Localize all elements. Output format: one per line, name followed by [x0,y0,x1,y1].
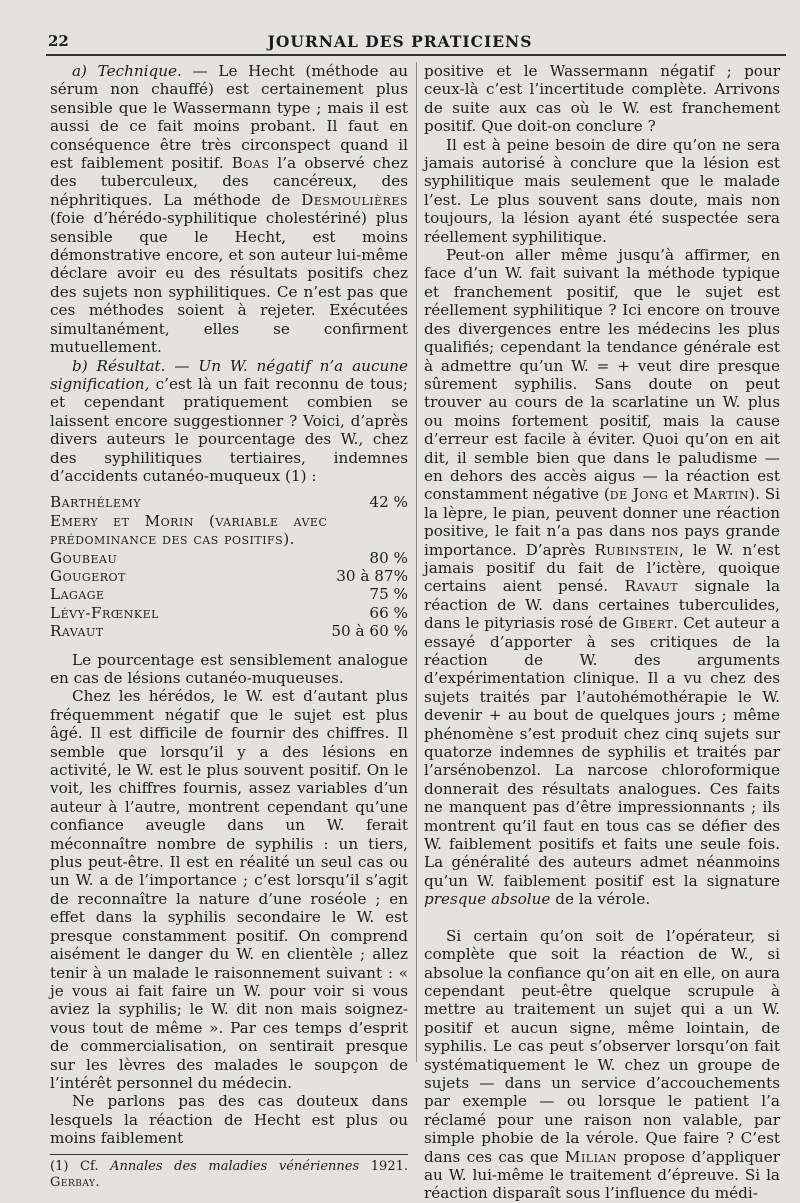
text-run: l’a observé chez des tuberculeux, des cancéreux, des néphritiques. La méthode de [50,154,408,209]
author-name: Milian [564,1147,618,1166]
paragraph-gap [424,909,780,927]
stat-row [50,493,408,511]
text-run: . Cet auteur a essayé d’apporter à ses critiques de la réaction de W. des arguments d’expérimentation clinique. Il a vu chez des sujets traités par l’autohémothérapie le W. devenir + au bout de quelques jours ; même phénomène s’est produit chez cinq sujets sur quatorze indemnes de syphilis et traités par l’arsénobenzol. La narcose chloroformique donnerait des résultats analogues. Ces faits ne manquent pas d’être impressionnants ; ils montrent qu’il faut en tous cas se défier des W. faiblement positifs et faits une seule fois. La généralité des auteurs admet néanmoins qu’un W. faiblement positif est la signature [424,614,780,890]
text-run: Si certain qu’on soit de l’opérateur, si complète que soit la réaction de W., si absolue la confiance qu’on ait en elle, on aura cependant peut-être quelque scrupule à mettre au traitement un sujet qui a un W. positif et aucun signe, même lointain, de syphilis. Le cas peut s’observer lorsqu’on fait systématiquement le W. chez un groupe de sujets — dans un service d’accouchements par exemple — ou lorsque le patient l’a réclamé pour une raison non valable, par simple phobie de la vérole. Que faire ? C’est dans ces cas que [424,926,780,1166]
text-run: (1) Cf. [50,1158,111,1174]
text-run: (foie d’hérédo-syphilitique cholestériné) plus sensible que le Hecht, est moins démonstrative encore, et son auteur lui-même déclare avoir eu des résultats positifs chez des sujets non syphilitiques. Ce n’est pas que ces méthodes soient à rejeter. Exécutées simultanément, elles se confirment mutuellement. [50,209,408,357]
stat-row [50,585,408,603]
stat-author: Lagage [50,585,105,604]
author-name: Desmoulières [301,190,408,209]
text-run: 1921. [359,1158,408,1174]
text-run: de la vérole. [550,890,651,909]
text-run: , le W. n’est jamais positif du fait de l’ictère, quoique certains aient pensé. [424,540,781,596]
stat-value: 75 % [369,585,408,604]
paragraph: Ne parlons pas des cas douteux dans lesquels la réaction de Hecht est plus ou moins faiblement [50,1092,408,1148]
paragraph: Il est à peine besoin de dire qu’on ne sera jamais autorisé à conclure que la lésion est syphilitique mais seulement que le malade l’est. Le plus souvent sans doute, mais non toujours, la lésion ayant été suspectée sera réellement syphilitique. [424,135,780,246]
emphasis-text: — Un W. négatif n’a aucune signification, [50,356,409,393]
stat-row [50,604,408,622]
stat-value: 42 % [369,493,408,512]
stat-row [50,567,408,585]
author-statistics-table [50,493,408,640]
stat-author: Gougerot [50,566,126,585]
author-name: de Jong [609,485,669,504]
text-run: c’est là un fait reconnu de tous; et cependant pratiquement combien se laissent encore suggestionner ? Voici, d’après divers auteurs le pourcentage des W., chez des syphilitiques tertiaires, indemnes d’accidents cutanéo-muqueux (1) : [50,374,408,485]
footnote [50,1154,408,1191]
author-name: Gerbay [50,1174,96,1190]
author-name: Boas [231,154,270,173]
stat-value: 30 à 87% [336,566,408,585]
author-name: Gibert [622,614,674,633]
stat-author: Lévy-Frœnkel [50,603,159,622]
section-label-resultat: b) Résultat. [72,356,166,375]
paragraph: Le pourcentage est sensiblement analogue en cas de lésions cutanéo-muqueuses. [50,650,408,687]
author-name: Martin [693,485,750,504]
author-name: Ravaut [624,577,679,596]
paragraph: Chez les hérédos, le W. est d’autant plus fréquemment négatif que le sujet est plus âgé. Il est difficile de fournir des chiffres. Il semble que lorsqu’il y a des lésions en activité, le W. est le plus souvent positif. On le voit, les chiffres fournis, assez variables d’un auteur à l’autre, montrent cependant qu’une confiance aveugle dans un W. ferait méconnaître nombre de syphilis : un tiers, plus peut-être. Il est en réalité un seul cas ou un W. a de l’importance ; c’est lorsqu’il s’agit de reconnaître la nature d’une roséole ; en effet dans la syphilis secondaire le W. est presque constamment positif. On comprend aisément le danger du W. en clientèle ; allez tenir à un malade le raisonnement suivant : « je vous ai fait faire un W. pour voir si vous aviez la syphilis; le W. dit non mais soignez-vous tout de même ». Par ces temps d’esprit de commercialisation, on sentirait presque sur les lèvres des malades le soupçon de l’intérêt personnel du médecin. [50,687,408,1092]
page-number: 22 [48,32,69,50]
text-run: signale la réaction de W. dans certaines tuberculides, dans le pityriasis rosé de [424,577,781,633]
stat-author: Emery et Morin (variable avec prédominance des cas positifs). [50,511,328,549]
paragraph [424,927,780,1203]
text-run: ). Si la lèpre, le pian, peuvent donner une réaction positive, le fait n’a pas dans nos pays grande importance. D’après [424,485,781,559]
text-run: . [95,1174,100,1190]
stat-row [50,549,408,567]
stat-value: 66 % [369,603,408,622]
stat-author: Ravaut [50,622,104,641]
text-run: et [668,485,694,504]
text-run: Peut-on aller même jusqu’à affirmer, en face d’un W. fait suivant la méthode typique et franchement positif, que le sujet est réellement syphilitique ? Ici encore on trouve des divergences entre les médecins les plus qualifiés; cependant la tendance générale est à admettre qu’un W. = + veut dire presque sûrement syphilis. Sans doute on peut trouver au cours de la scarlatine un W. plus ou moins fortement positif, mais la cause d’erreur est facile à éviter. Quoi qu’on en ait dit, il semble bien que dans le paludisme — en dehors des accès aigus — la réaction est constamment négative ( [424,246,780,504]
stat-author: Goubeau [50,548,118,567]
text-run: — Le Hecht (méthode au sérum non chauffé) est certainement plus sensible que le Wassermann type ; mais il est aussi de ce fait moins probant. Il faut en conséquence être très circonspect quand il est faiblement positif. [50,62,408,173]
paragraph: positive et le Wassermann négatif ; pour ceux-là c’est l’incertitude complète. Arrivons de suite aux cas où le W. est franchement positif. Que doit-on conclure ? [424,62,780,136]
stat-value [327,512,408,549]
stat-value: 50 à 60 % [331,622,408,641]
column-separator [416,62,417,1062]
text-run: propose d’appliquer au W. lui-même le traitement d’épreuve. Si la réaction disparaît sous l’influence du médi- [424,1147,781,1203]
emphasis-text: presque absolue [424,890,551,909]
stat-row [50,512,408,549]
paragraph-technique [50,62,408,357]
right-column [424,62,780,1203]
paragraph-resultat [50,357,408,486]
left-column [50,62,408,1191]
section-label-technique: a) Technique. [72,62,182,80]
page-header [0,30,800,52]
author-name: Rubinstein [594,540,680,559]
header-rule [46,54,786,56]
cited-journal: Annales des maladies vénériennes [110,1158,360,1174]
stat-value: 80 % [369,548,408,567]
stat-row [50,622,408,640]
paragraph [424,246,780,909]
stat-author: Barthélemy [50,493,142,512]
journal-title: JOURNAL DES PRATICIENS [267,32,533,51]
